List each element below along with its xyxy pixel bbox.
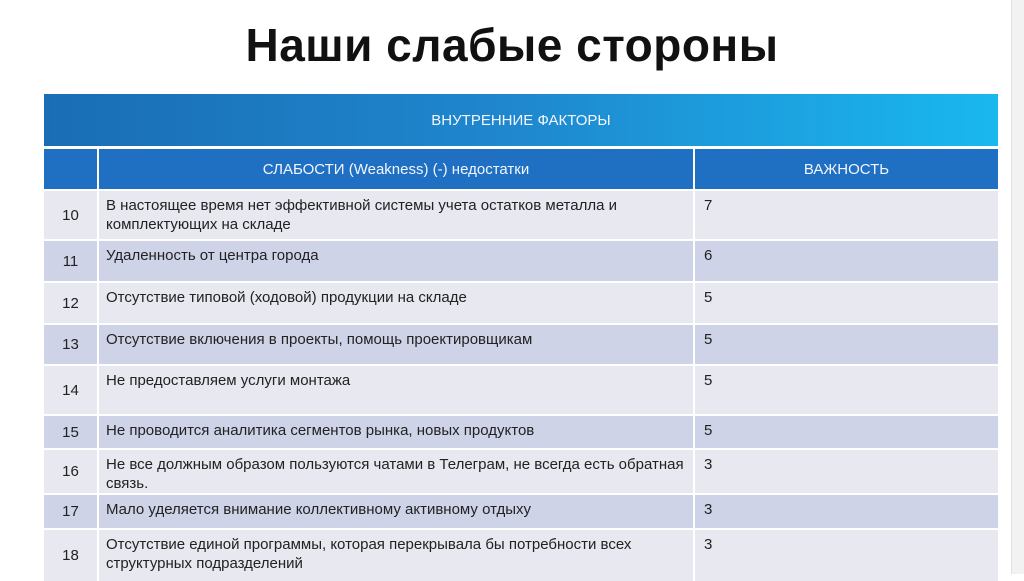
section-header: ВНУТРЕННИЕ ФАКТОРЫ [44,94,998,148]
row-weakness: Не все должным образом пользуются чатами в Телеграм, не всегда есть обратная связь. [98,449,694,494]
slide-edge [1011,0,1024,574]
row-weakness: Отсутствие типовой (ходовой) продукции на складе [98,282,694,324]
row-importance: 3 [694,529,998,581]
table-row [44,240,998,282]
row-number: 16 [44,449,98,494]
row-weakness: Не проводится аналитика сегментов рынка, новых продуктов [98,415,694,449]
table-row [44,529,998,581]
row-weakness: Не предоставляем услуги монтажа [98,365,694,415]
column-header-importance: ВАЖНОСТЬ [694,148,998,191]
table-row [44,449,998,494]
row-weakness: Отсутствие включения в проекты, помощь проектировщикам [98,324,694,365]
row-number: 11 [44,240,98,282]
row-importance: 5 [694,282,998,324]
row-importance: 7 [694,190,998,240]
row-weakness: Мало уделяется внимание коллективному активному отдыху [98,494,694,529]
column-header-row [44,148,998,191]
table-row [44,190,998,240]
table-row [44,324,998,365]
row-weakness: В настоящее время нет эффективной системы учета остатков металла и комплектующих на складе [98,190,694,240]
row-importance: 3 [694,449,998,494]
row-number: 15 [44,415,98,449]
table-row [44,494,998,529]
section-header-row [44,94,998,148]
row-number: 17 [44,494,98,529]
row-number: 18 [44,529,98,581]
row-weakness: Отсутствие единой программы, которая перекрывала бы потребности всех структурных подразделений [98,529,694,581]
row-number: 12 [44,282,98,324]
weaknesses-table [44,94,998,581]
row-importance: 5 [694,415,998,449]
row-number: 10 [44,190,98,240]
row-importance: 5 [694,365,998,415]
column-header-number [44,148,98,191]
table-row [44,365,998,415]
column-header-weakness: СЛАБОСТИ (Weakness) (-) недостатки [98,148,694,191]
row-importance: 5 [694,324,998,365]
row-weakness: Удаленность от центра города [98,240,694,282]
row-importance: 3 [694,494,998,529]
page-title: Наши слабые стороны [245,19,779,71]
table-row [44,282,998,324]
table-row [44,415,998,449]
row-number: 14 [44,365,98,415]
row-importance: 6 [694,240,998,282]
row-number: 13 [44,324,98,365]
